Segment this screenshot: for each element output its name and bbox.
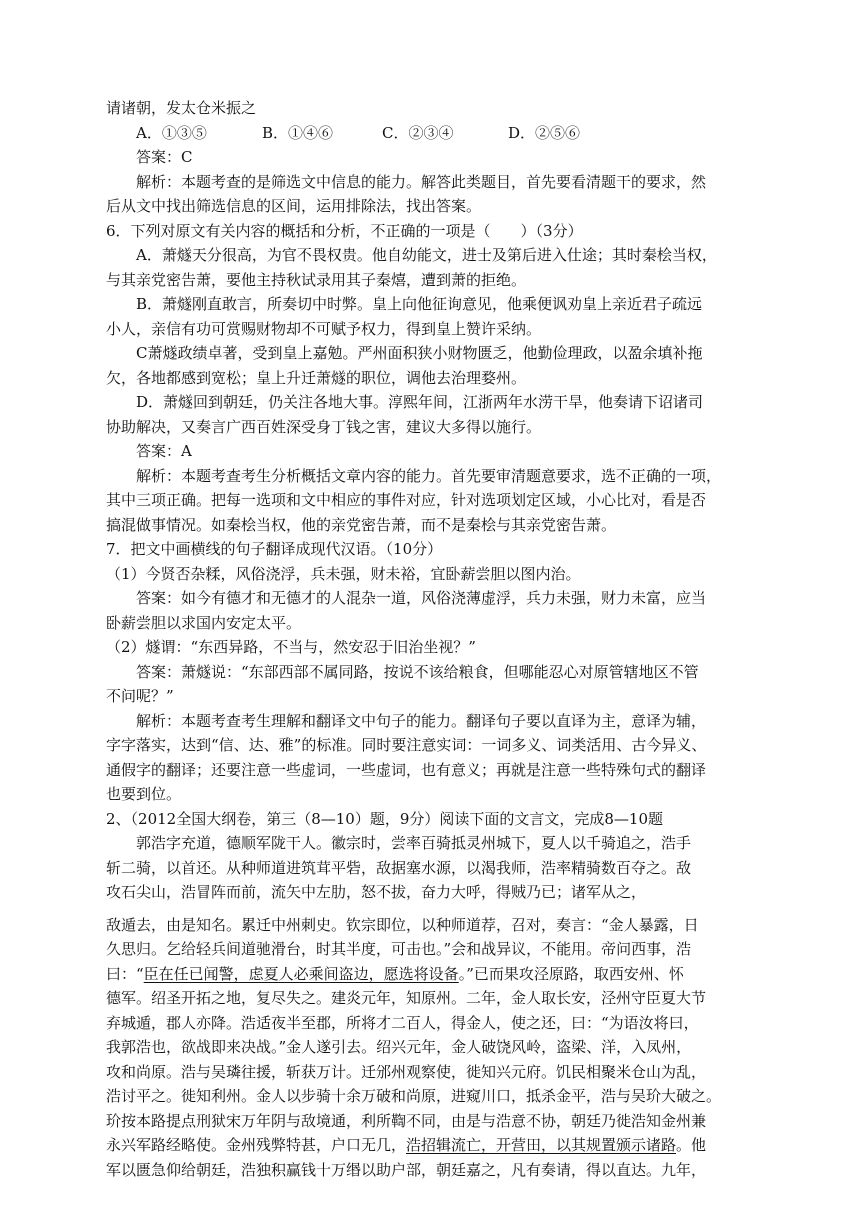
passage-line: 攻和尚原。浩与吴璘往援，斩获万计。迁邠州观察使，徙知兴元府。饥民相聚米仓山为乱，	[106, 1062, 707, 1081]
analysis-line: 也要到位。	[106, 785, 182, 803]
passage-text: 曰：“	[106, 964, 144, 983]
passage-line: 敌遁去，由是知名。累迁中州刺史。钦宗即位，以种师道荐，召对，奏言：“金人暴露，日	[106, 915, 699, 934]
passage-line	[106, 1133, 750, 1158]
option-d: D．②⑤⑥	[508, 123, 581, 142]
text-line: 请诸朝，发太仓米振之	[106, 99, 257, 117]
answer-line: 答案：C	[136, 148, 193, 166]
passage-line: 我郭浩也，欲战即来决战。”金人遂引去。绍兴元年，金人破饶风岭，盗梁、洋，入凤州，	[106, 1038, 692, 1056]
passage-text: 。”已而果攻泾原路，取西安州、怀	[458, 964, 684, 983]
passage-line: 德军。绍圣开拓之地，复尽失之。建炎元年，知原州。二年，金人取长安，泾州守臣夏大节	[106, 989, 707, 1007]
answer-line: 不问呢？”	[106, 687, 174, 705]
question-heading: 6．下列对原文有关内容的概括和分析，不正确的一项是（ ）（3分）	[106, 221, 583, 240]
passage-line: 军以匮急仰给朝廷，浩独积赢钱十万缗以助户部，朝廷嘉之，凡有奏请，得以直达。九年，	[106, 1160, 707, 1179]
passage-line: 久思归。乞给轻兵间道驰滑台，时其半度，可击也。”会和战异议，不能用。帝问西事，浩	[106, 940, 692, 958]
analysis-line: 解析：本题考查考生分析概括文章内容的能力。首先要审清题意要求，选不正确的一项，	[136, 466, 722, 485]
option-a: A．①③⑤	[136, 123, 207, 142]
passage-text: 。他	[676, 1136, 707, 1154]
analysis-line: 搞混做事情况。如秦桧当权，他的亲党密告萧，而不是秦桧与其亲党密告萧。	[106, 515, 617, 534]
passage-line: 弃城遁，郡人亦降。浩适夜半至郡，所将才二百人，得金人，使之还，曰：“为语汝将曰，	[106, 1013, 699, 1032]
underlined-sentence: 臣在任已闻警，虑夏人必乘间盗边，愿选将设备	[143, 964, 459, 983]
passage-line	[106, 962, 750, 987]
analysis-line: 后从文中找出筛选信息的区间，运用排除法，找出答案。	[106, 197, 482, 215]
answer-line: 答案：萧燧说：“东部西部不属同路，按说不该给粮食，但哪能忍心对原管辖地区不管	[136, 662, 699, 681]
option-line: A．萧燧天分很高，为官不畏权贵。他自幼能文，进士及第后进入仕途；其时秦桧当权，	[136, 246, 717, 264]
analysis-line: 解析：本题考查的是筛选文中信息的能力。解答此类题目，首先要看清题干的要求，然	[136, 172, 707, 191]
option-c: C．②③④	[382, 123, 454, 142]
answer-line: 卧薪尝胆以求国内安定太平。	[106, 613, 302, 632]
analysis-line: 通假字的翻译；还要注意一些虚词，一些虚词，也有意义；再就是注意一些特殊句式的翻译	[106, 760, 707, 779]
option-line: 协助解决，又奏言广西百姓深受身丁钱之害，建议大多得以施行。	[106, 417, 542, 436]
spacer	[106, 905, 750, 913]
analysis-line: 其中三项正确。把每一选项和文中相应的事件对应，针对选项划定区域，小心比对，看是否	[106, 491, 707, 509]
passage-line: 郭浩字充道，德顺军陇干人。徽宗时，尝率百骑抵灵州城下，夏人以千骑追之，浩手	[136, 834, 692, 852]
passage-text: 永兴军路经略使。金州残弊特甚，户口无几，	[106, 1136, 407, 1154]
option-line: C萧燧政绩卓著，受到皇上嘉勉。严州面积狭小财物匮乏，他勤俭理政，以盈余填补拖	[136, 344, 703, 362]
sub-question: （1）今贤否杂糅，风俗浇浮，兵未强，财未裕，宜卧薪尝胆以图内治。	[106, 564, 581, 583]
option-line: B．萧燧刚直敢言，所奏切中时弊。皇上向他征询意见，他乘便讽劝皇上亲近君子疏远	[136, 295, 703, 313]
passage-line: 斩二骑，以首还。从种师道进筑茸平砦，敌据塞水源，以渴我师，浩率精骑数百夺之。敌	[106, 858, 692, 877]
option-line: 小人，亲信有功可赏赐财物却不可赋予权力，得到皇上赞许采纳。	[106, 319, 542, 338]
answer-line: 答案：A	[136, 442, 192, 460]
underlined-sentence: 浩招辑流亡，开营田，以其规置颁示诸路	[406, 1136, 677, 1154]
answer-options	[106, 121, 750, 146]
answer-line: 答案：如今有德才和无德才的人混杂一道，风俗浇薄虚浮，兵力未强，财力未富，应当	[136, 589, 707, 607]
analysis-line: 解析：本题考查考生理解和翻译文中句子的能力。翻译句子要以直译为主，意译为辅，	[136, 711, 707, 730]
analysis-line: 字字落实，达到“信、达、雅”的标准。同时要注意实词：一词多义、词类活用、古今异义、	[106, 736, 707, 754]
sub-question: （2）燧谓：“东西异路，不当与，然安忍于旧治坐视？”	[106, 638, 476, 656]
passage-line: 玠按本路提点刑狱宋万年阴与敌境通，利所鞫不同，由是与浩意不协，朝廷乃徙浩知金州兼	[106, 1111, 707, 1130]
question-heading: 7．把文中画横线的句子翻译成现代汉语。（10分）	[106, 540, 443, 558]
passage-line: 攻石尖山，浩冒阵而前，流矢中左肋，怒不拔，奋力大呼，得贼乃已；诸军从之，	[106, 883, 647, 901]
section-heading: 2、（2012全国大纲卷，第三（8—10）题，9分）阅读下面的文言文，完成8—10题	[106, 809, 664, 828]
option-b: B．①④⑥	[262, 123, 334, 142]
passage-line: 浩讨平之。徙知利州。金人以步骑十余万破和尚原，进窥川口，抵杀金平，浩与吴玠大破之。	[106, 1087, 722, 1105]
option-line: 欠，各地都感到宽松；皇上升迁萧燧的职位，调他去治理婺州。	[106, 368, 527, 387]
option-line: 与其亲党密告萧，要他主持秋试录用其子秦熺，遭到萧的拒绝。	[106, 270, 527, 289]
option-line: D．萧燧回到朝廷，仍关注各地大事。淳熙年间，江浙两年水涝干旱，他奏请下诏诸司	[136, 393, 704, 411]
